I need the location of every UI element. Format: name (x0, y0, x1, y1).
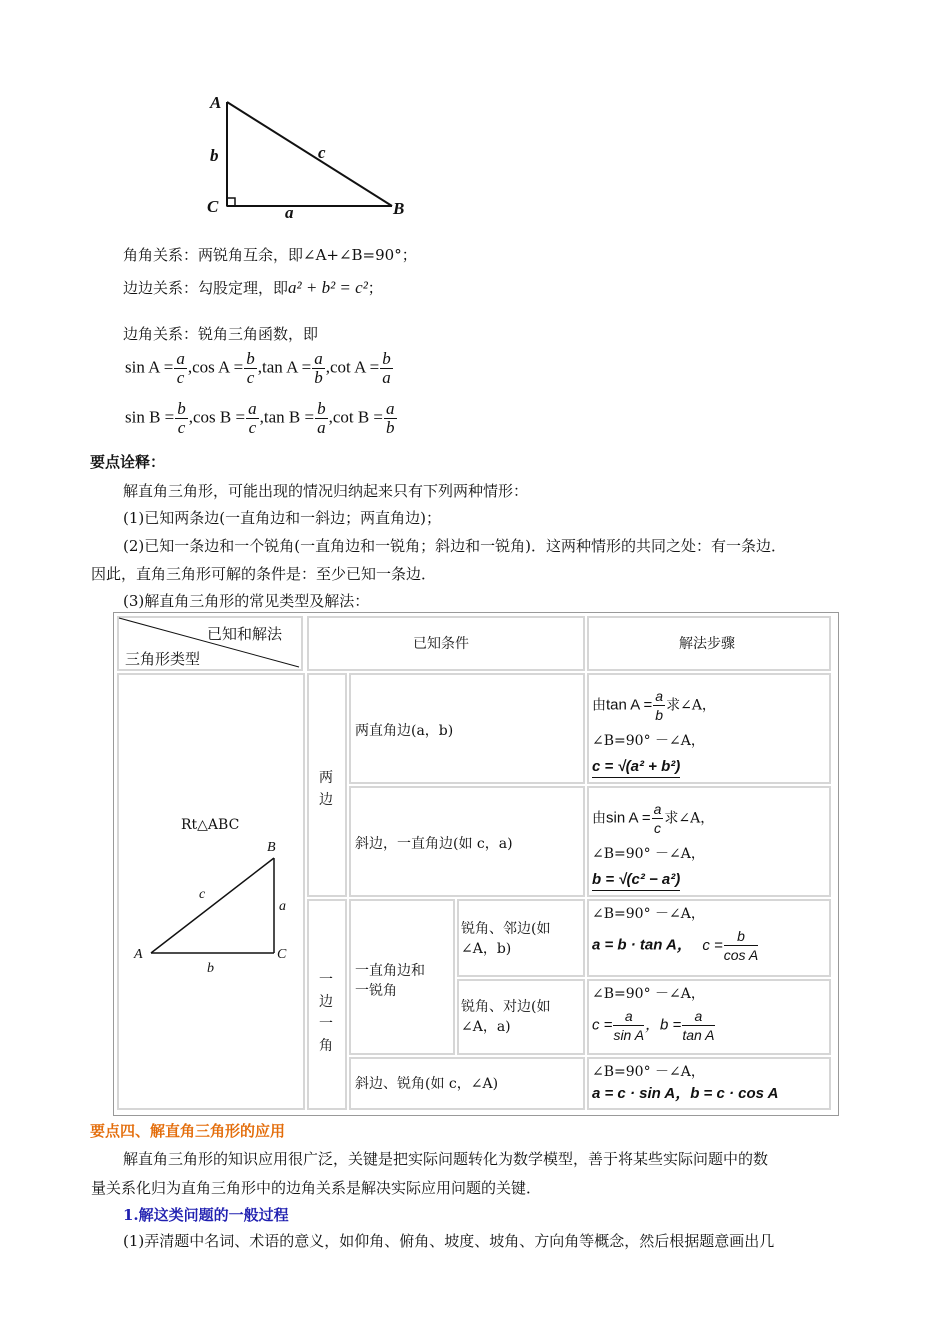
trig-fn-label: ,tan A = (257, 357, 312, 377)
trig-fraction (380, 350, 393, 387)
row5-known-text: 斜边、锐角(如 c，∠A) (355, 1076, 499, 1092)
trig-denominator: c (246, 368, 255, 387)
trig-fn-label: ,cos A = (187, 357, 244, 377)
row1-steps (587, 673, 831, 784)
row1-known (349, 673, 585, 784)
trig-fn-label: ,cot B = (328, 407, 384, 427)
tbl-vertex-a: A (134, 947, 143, 962)
group-side-angle-label: 一边一角 (319, 972, 333, 1054)
trig-denominator: a (382, 368, 391, 387)
triangle-type-cell (117, 673, 305, 1110)
vertex-c-label: C (207, 197, 219, 216)
row5-step1: ∠B=90° －∠A， (592, 1064, 705, 1080)
group-side-angle (307, 899, 347, 1110)
row5-known (349, 1057, 585, 1110)
trig-numerator: b (382, 349, 391, 368)
pythagorean-formula: a² + b² = c² (288, 278, 368, 297)
trig-row-b (125, 400, 398, 437)
diag-bottom-label: 三角形类型 (125, 650, 201, 668)
trig-fn-label: ,tan B = (259, 407, 315, 427)
section4-sub1: 1.解这类问题的一般过程 (123, 1206, 289, 1224)
row1-step1: 由tan A = $\frac{a}{b}$ 求∠A， (592, 688, 716, 723)
trig-fn-label: ,cot A = (325, 357, 380, 377)
row4-known (457, 979, 585, 1055)
trig-denominator: c (176, 368, 185, 387)
trig-row-a (125, 350, 394, 387)
row1-step2: ∠B=90° －∠A， (592, 733, 705, 749)
vertex-b-label: B (393, 199, 405, 218)
tbl-side-a: a (279, 899, 286, 914)
row2-step3: b = √(c² − a²) (592, 870, 680, 891)
row2-step1: 由sin A = $\frac{a}{c}$ 求∠A， (592, 801, 715, 836)
trig-denominator: b (314, 368, 323, 387)
side-angle-relation: 边角关系：锐角三角函数，即 (123, 325, 319, 343)
row2-known (349, 786, 585, 897)
diagonal-header-cell (117, 616, 303, 671)
tbl-vertex-c: C (277, 947, 287, 962)
row4-steps (587, 979, 831, 1055)
group-two-sides (307, 673, 347, 897)
trig-denominator: b (386, 418, 395, 437)
row3-known (457, 899, 585, 977)
trig-numerator: a (176, 349, 185, 368)
side-relation: 边边关系：勾股定理，即a² + b² = c²； (123, 278, 383, 297)
solution-table (113, 612, 839, 1116)
notes-p2: (1)已知两条边(一直角边和一斜边；两直角边)； (123, 509, 441, 527)
vertex-a-label: A (210, 93, 222, 112)
tbl-side-b: b (207, 961, 214, 976)
trig-fraction (315, 400, 328, 437)
trig-fn-label: sin B = (125, 407, 175, 427)
notes-p4: (3)解直角三角形的常见类型及解法： (123, 592, 370, 610)
right-triangle-figure (200, 88, 420, 223)
trig-numerator: b (317, 399, 326, 418)
trig-fn-label: ,cos B = (188, 407, 246, 427)
section4-p1a: 解直角三角形的知识应用很广泛，关键是把实际问题转化为数学模型，善于将某些实际问题中的数 (123, 1150, 769, 1168)
trig-fraction (384, 400, 397, 437)
trig-numerator: b (246, 349, 255, 368)
col-steps-label: 解法步骤 (679, 636, 735, 652)
section4-p2: (1)弄清题中名词、术语的意义，如仰角、俯角、坡度、坡角、方向角等概念，然后根据题意画出几 (123, 1232, 775, 1250)
header-known (307, 616, 585, 671)
row3-known-text: 锐角、邻边(如∠A，b) (461, 921, 551, 957)
sub-group-label: 一直角边和一锐角 (355, 963, 425, 999)
angle-relation: 角角关系：两锐角互余，即∠A+∠B=90°； (123, 246, 417, 264)
trig-numerator: a (314, 349, 323, 368)
side-a-label: a (285, 203, 294, 222)
notes-p1: 解直角三角形，可能出现的情况归纳起来只有下列两种情形： (123, 482, 529, 500)
trig-fraction (312, 350, 325, 387)
trig-denominator: c (177, 418, 186, 437)
rt-abc-label: Rt△ABC (181, 817, 240, 833)
trig-numerator: a (248, 399, 257, 418)
col-known-label: 已知条件 (413, 636, 469, 652)
row2-steps (587, 786, 831, 897)
row3-step2: a = b · tan A， c = $\frac{b}{\text{cos A}}$ (592, 928, 759, 963)
row2-known-text: 斜边，一直角边(如 c，a) (355, 836, 513, 852)
trig-denominator: a (317, 418, 326, 437)
notes-p3b: 因此，直角三角形可解的条件是：至少已知一条边． (91, 565, 437, 583)
group-two-sides-label: 两边 (319, 770, 333, 808)
trig-fraction (175, 400, 188, 437)
sub-group-cell (349, 899, 455, 1055)
trig-numerator: a (386, 399, 395, 418)
row1-step3: c = √(a² + b²) (592, 757, 680, 778)
notes-heading: 要点诠释： (90, 453, 166, 471)
trig-fn-label: sin A = (125, 357, 174, 377)
side-c-label: c (318, 143, 326, 162)
section4-heading: 要点四、解直角三角形的应用 (90, 1122, 286, 1140)
row5-step2: a = c · sin A，b = c · cos A (592, 1085, 779, 1102)
trig-denominator: c (248, 418, 257, 437)
notes-p3a: (2)已知一条边和一个锐角(一直角边和一锐角；斜边和一锐角)．这两种情形的共同之处：有一条边． (123, 537, 786, 555)
section4-p1b: 量关系化归为直角三角形中的边角关系是解决实际应用问题的关键． (91, 1179, 542, 1197)
trig-numerator: b (177, 399, 186, 418)
row4-known-text: 锐角、对边(如∠A，a) (461, 999, 551, 1035)
row1-known-text: 两直角边(a，b) (355, 723, 454, 739)
row5-steps (587, 1057, 831, 1110)
trig-fraction (244, 350, 257, 387)
tbl-side-c: c (199, 887, 206, 902)
row4-step2: c = $\frac{a}{\text{sin A}}$ ，b = $\frac{a}{\text{tan A}}$ (592, 1008, 715, 1043)
trig-fraction (174, 350, 187, 387)
row2-step2: ∠B=90° －∠A， (592, 846, 705, 862)
row4-step1: ∠B=90° －∠A， (592, 986, 705, 1002)
tbl-vertex-b: B (267, 840, 276, 855)
diag-top-label: 已知和解法 (207, 625, 283, 643)
row3-step1: ∠B=90° －∠A， (592, 906, 705, 922)
side-b-label: b (210, 146, 219, 165)
row3-steps (587, 899, 831, 977)
trig-fraction (246, 400, 259, 437)
header-steps (587, 616, 831, 671)
